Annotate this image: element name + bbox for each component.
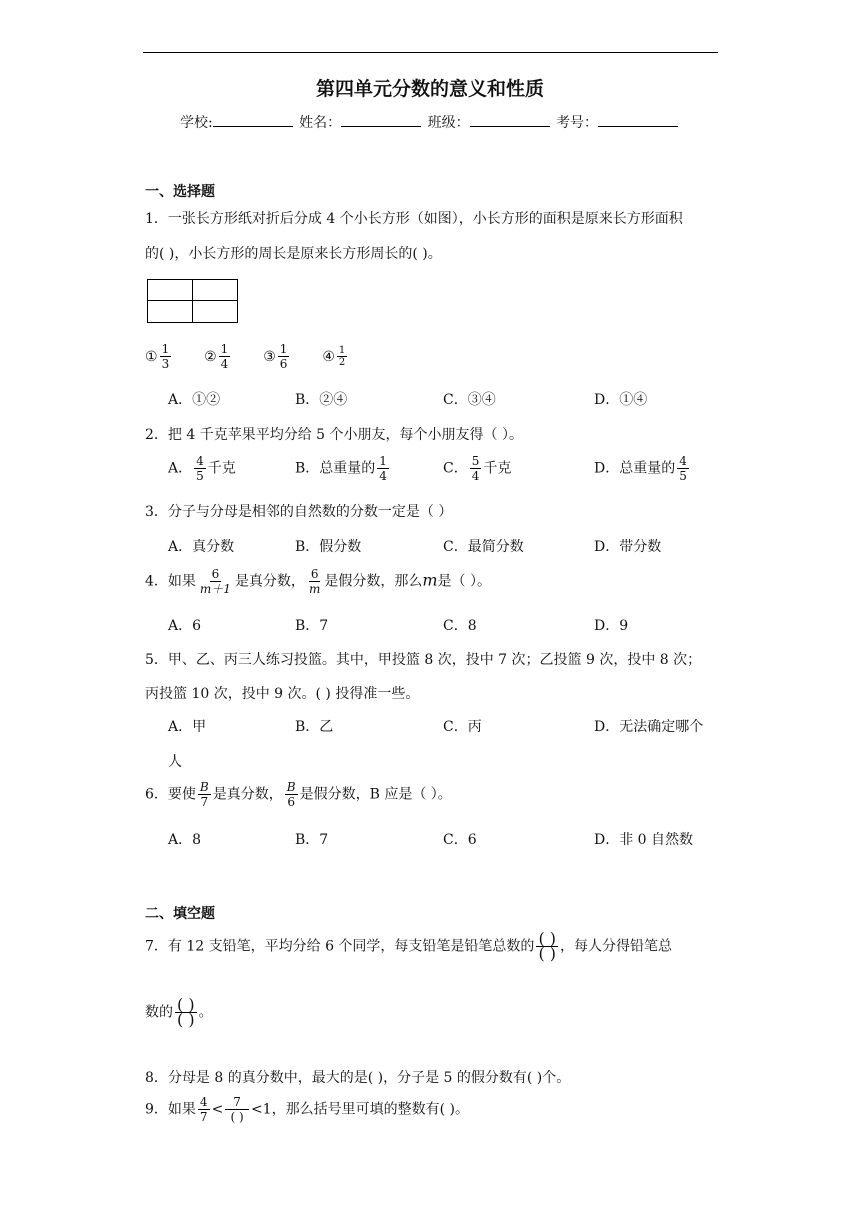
school-blank[interactable] <box>213 112 293 127</box>
q7-stem-line2: 数的 $\frac{( )}{( )}$ 。 <box>145 995 213 1029</box>
figure-horizontal-line <box>148 300 237 301</box>
q2-option-a[interactable]: A． $\frac{4}{5}$ 千克 <box>168 454 236 483</box>
class-blank[interactable] <box>470 112 550 127</box>
q3-option-d[interactable]: D．带分数 <box>594 539 662 555</box>
q5-option-a[interactable]: A．甲 <box>168 719 207 735</box>
q1-stem-line2: 的( )，小长方形的周长是原来长方形周长的( )。 <box>145 246 442 262</box>
q7-stem-line1: 7．有 12 支铅笔，平均分给 6 个同学，每支铅笔是铅笔总数的 $\frac{( )}{( )}$ ，每人分得铅笔总 <box>145 929 673 963</box>
q1-item-1: ① $\frac{1}{3}$ <box>145 342 170 371</box>
q5-option-d-wrap: 人 <box>168 754 182 770</box>
q6-option-b[interactable]: B．7 <box>295 832 329 848</box>
q1-option-c[interactable]: C．③④ <box>443 392 496 408</box>
q3-option-c[interactable]: C．最简分数 <box>443 539 524 555</box>
q5-option-d[interactable]: D．无法确定哪个 <box>594 719 704 735</box>
figure-vertical-line <box>192 280 193 322</box>
q4-option-d[interactable]: D．9 <box>594 618 629 634</box>
q9-blank-fraction[interactable]: $\frac{7}{( )}$ <box>225 1095 249 1124</box>
q6-option-a[interactable]: A．8 <box>168 832 202 848</box>
q3-option-b[interactable]: B．假分数 <box>295 539 362 555</box>
page-title: 第四单元分数的意义和性质 <box>315 78 544 100</box>
folded-rectangle-figure <box>147 279 238 323</box>
q8-stem: 8．分母是 8 的真分数中，最大的是( )，分子是 5 的假分数有( )个。 <box>145 1070 571 1086</box>
q2-option-d[interactable]: D．总重量的 $\frac{4}{5}$ <box>594 454 687 483</box>
q5-option-c[interactable]: C．丙 <box>443 719 482 735</box>
q1-option-d[interactable]: D．①④ <box>594 392 648 408</box>
q5-stem-line2: 丙投篮 10 次，投中 9 次。( ) 投得准一些。 <box>145 686 420 702</box>
q1-items <box>145 342 349 371</box>
q2-option-b[interactable]: B．总重量的 $\frac{1}{4}$ <box>295 454 387 483</box>
q7-blank-fraction-1[interactable]: $\frac{( )}{( )}$ <box>538 929 557 963</box>
name-label: 姓名： <box>299 115 342 131</box>
q2-option-c[interactable]: C． $\frac{5}{4}$ 千克 <box>443 454 512 483</box>
student-info-line <box>0 112 860 132</box>
q5-option-b[interactable]: B．乙 <box>295 719 334 735</box>
q2-stem: 2．把 4 千克苹果平均分给 5 个小朋友，每个小朋友得（ ）。 <box>145 427 523 443</box>
q4-stem: 4．如果 $\frac{6}{m+1}$ 是真分数， $\frac{6}{m}$ 是假分数，那么m是（ ）。 <box>145 567 491 596</box>
q3-stem: 3．分子与分母是相邻的自然数的分数一定是（ ） <box>145 504 453 520</box>
q6-stem: 6．要使 $\frac{B}{7}$ 是真分数， $\frac{B}{6}$ 是假分数，B 应是（ ）。 <box>145 780 452 809</box>
q6-option-d[interactable]: D．非 0 自然数 <box>594 832 694 848</box>
q9-stem: 9．如果 $\frac{4}{7}$ < $\frac{7}{( )}$ <1，那么括号里可填的整数有( )。 <box>145 1095 469 1124</box>
name-blank[interactable] <box>341 112 421 127</box>
q4-option-c[interactable]: C．8 <box>443 618 477 634</box>
q3-option-a[interactable]: A．真分数 <box>168 539 235 555</box>
q7-blank-fraction-2[interactable]: $\frac{( )}{( )}$ <box>177 995 195 1029</box>
class-label: 班级： <box>427 115 470 131</box>
q1-item-2: ② $\frac{1}{4}$ <box>204 342 229 371</box>
q1-stem-line1: 1．一张长方形纸对折后分成 4 个小长方形（如图），小长方形的面积是原来长方形面积 <box>145 211 683 227</box>
exam-no-blank[interactable] <box>598 112 678 127</box>
section-title-choice: 一、选择题 <box>145 184 215 200</box>
q1-item-4: ④ $\frac{1}{2}$ <box>322 345 346 368</box>
school-label: 学校: <box>179 115 213 131</box>
q6-option-c[interactable]: C．6 <box>443 832 477 848</box>
q1-option-a[interactable]: A．①② <box>168 392 221 408</box>
q1-option-b[interactable]: B．②④ <box>295 392 348 408</box>
section-title-fill: 二、填空题 <box>145 906 215 922</box>
exam-no-label: 考号： <box>556 115 599 131</box>
q5-stem-line1: 5．甲、乙、丙三人练习投篮。其中，甲投篮 8 次，投中 7 次；乙投篮 9 次，投中 8 次； <box>145 652 702 668</box>
header-rule <box>143 52 718 53</box>
q4-option-b[interactable]: B．7 <box>295 618 329 634</box>
q1-item-3: ③ $\frac{1}{6}$ <box>263 342 288 371</box>
q4-option-a[interactable]: A．6 <box>168 618 202 634</box>
